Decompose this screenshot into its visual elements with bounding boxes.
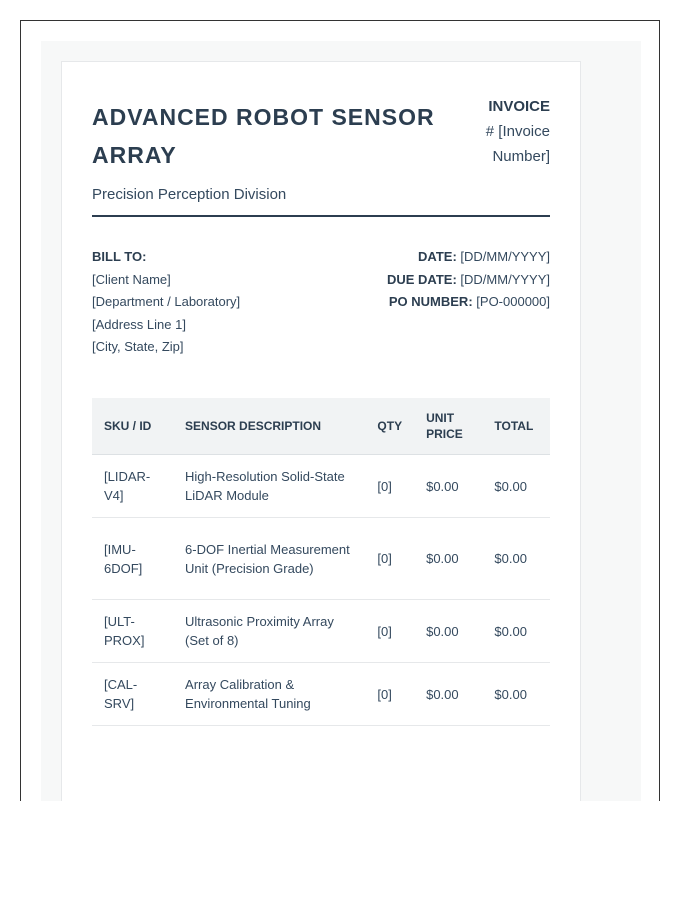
division-name: Precision Perception Division — [92, 186, 287, 203]
invoice-number-block — [440, 94, 550, 169]
invoice-content — [92, 92, 550, 711]
row-total: $0.00 — [482, 518, 550, 600]
header-total: TOTAL — [482, 398, 550, 455]
date-label: DATE: — [418, 249, 457, 264]
due-date-value: [DD/MM/YYYY] — [460, 271, 550, 287]
invoice-label: INVOICE — [488, 98, 550, 115]
bill-to-city: [City, State, Zip] — [92, 339, 184, 354]
bill-to-block — [92, 246, 240, 359]
bill-to-address: [Address Line 1] — [92, 316, 186, 332]
bill-to-client-name: [Client Name] — [92, 271, 171, 287]
table-row — [92, 455, 550, 518]
po-number-label: PO NUMBER: — [388, 294, 473, 309]
row-total: $0.00 — [482, 663, 550, 726]
row-unit-price: $0.00 — [414, 455, 482, 518]
invoice-info — [92, 246, 550, 386]
bill-to-department: [Department / Laboratory] — [92, 294, 241, 309]
row-description: Array Calibration & Environmental Tuning — [173, 663, 365, 726]
table-header-row — [92, 398, 550, 455]
header-unit-price: UNIT PRICE — [414, 398, 482, 455]
invoice-header — [92, 92, 550, 216]
row-qty: [0] — [365, 663, 414, 726]
row-unit-price: $0.00 — [414, 518, 482, 600]
header-qty: QTY — [365, 398, 414, 455]
table-row — [92, 663, 550, 726]
due-date-row — [387, 269, 550, 292]
invoice-paper — [61, 61, 581, 801]
header-sku: SKU / ID — [92, 398, 173, 455]
header-description: SENSOR DESCRIPTION — [173, 398, 365, 455]
invoice-meta-block — [387, 246, 550, 314]
company-name: ADVANCED ROBOT SENSOR ARRAY — [92, 104, 435, 168]
po-number-row — [387, 291, 550, 314]
row-unit-price: $0.00 — [414, 663, 482, 726]
row-sku: [CAL-SRV] — [92, 663, 173, 726]
bill-to-label: BILL TO: — [92, 249, 147, 264]
date-value: [DD/MM/YYYY] — [460, 249, 550, 264]
due-date-label: DUE DATE: — [386, 271, 457, 287]
row-description: 6-DOF Inertial Measurement Unit (Precision Grade) — [173, 518, 365, 600]
row-sku: [LIDAR-V4] — [92, 455, 173, 518]
invoice-number-line2: Number] — [492, 148, 550, 165]
table-row — [92, 518, 550, 600]
header-divider — [92, 215, 550, 217]
document-viewport — [20, 20, 660, 801]
row-description: Ultrasonic Proximity Array (Set of 8) — [173, 600, 365, 663]
date-row — [387, 246, 550, 269]
row-qty: [0] — [365, 600, 414, 663]
row-sku: [IMU-6DOF] — [92, 518, 173, 600]
invoice-number-line1: # [Invoice — [485, 123, 550, 140]
row-qty: [0] — [365, 455, 414, 518]
row-total: $0.00 — [482, 600, 550, 663]
line-items-table — [92, 398, 550, 726]
row-description: High-Resolution Solid-State LiDAR Module — [173, 455, 365, 518]
row-sku: [ULT-PROX] — [92, 600, 173, 663]
row-unit-price: $0.00 — [414, 600, 482, 663]
row-total: $0.00 — [482, 455, 550, 518]
row-qty: [0] — [365, 518, 414, 600]
table-row — [92, 600, 550, 663]
po-number-value: [PO-000000] — [476, 294, 550, 309]
